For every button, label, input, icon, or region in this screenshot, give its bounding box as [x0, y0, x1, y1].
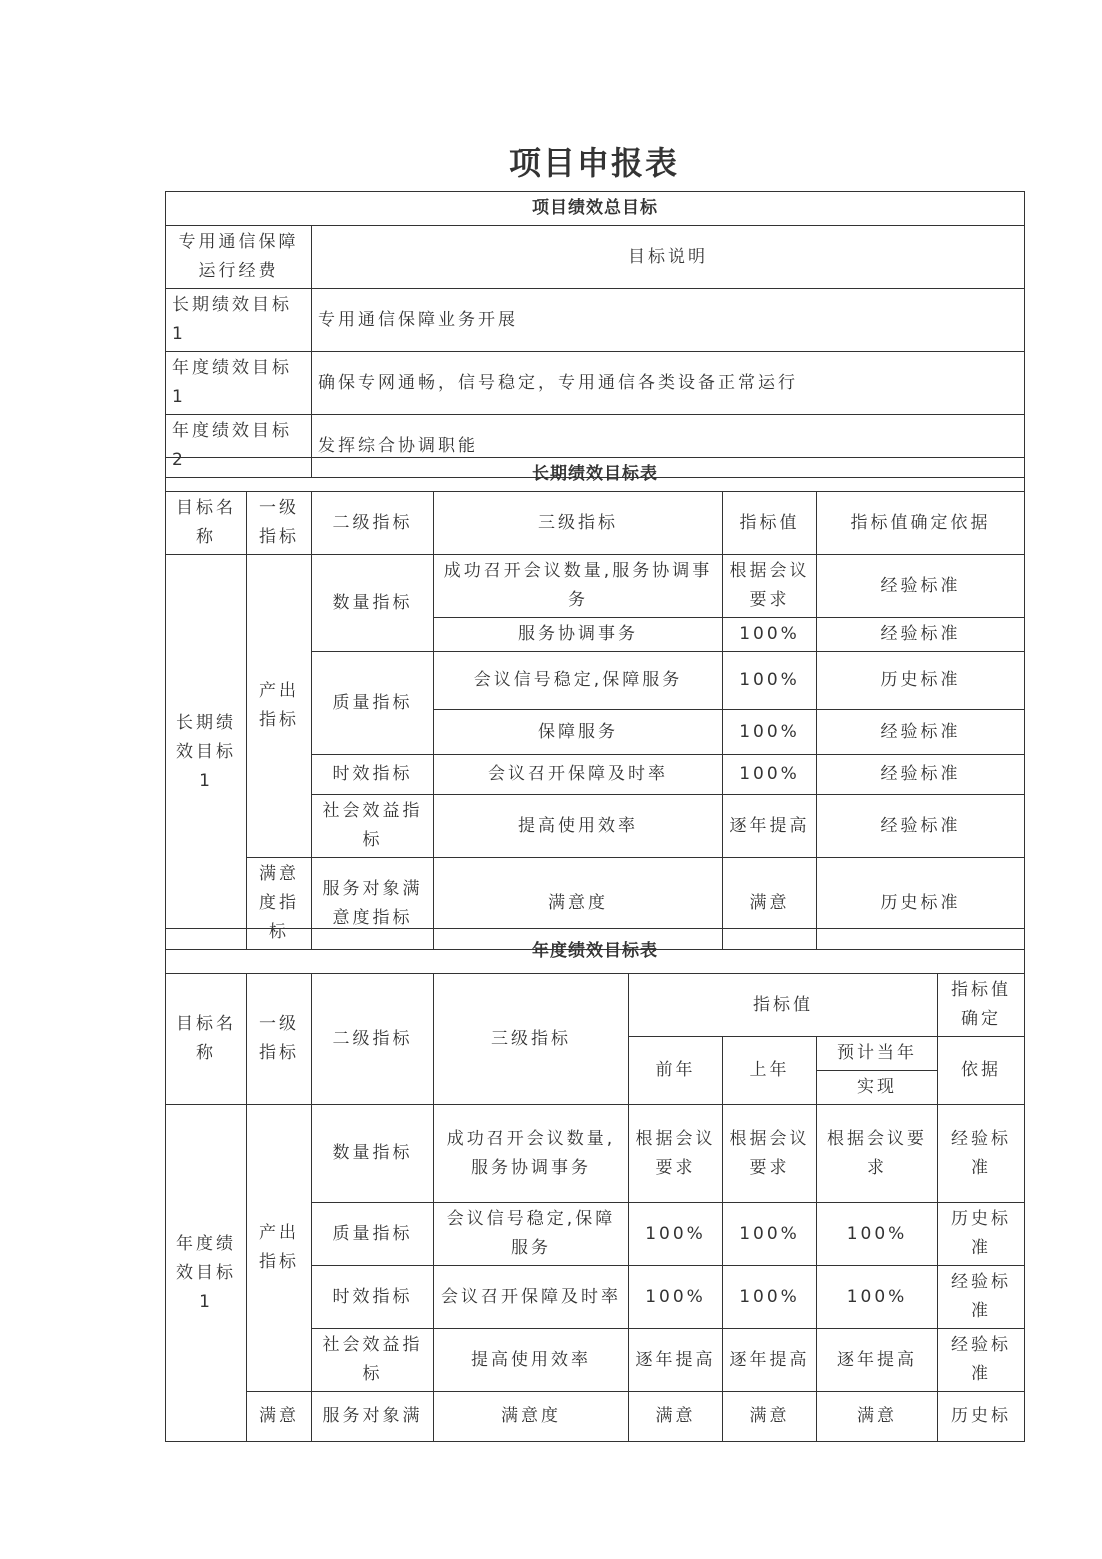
indicator-basis: 经验标准 [817, 795, 1025, 858]
goal-name-cell: 长期绩效目标1 [166, 555, 247, 950]
level3-indicator: 提高使用效率 [434, 1329, 629, 1392]
last-year-value: 根据会议要求 [723, 1105, 817, 1203]
level3-indicator: 保障服务 [434, 710, 723, 755]
level3-indicator: 提高使用效率 [434, 795, 723, 858]
column-header: 一级指标 [247, 974, 312, 1105]
indicator-basis: 历史标 [938, 1392, 1025, 1442]
level3-indicator: 成功召开会议数量,服务协调事务 [434, 555, 723, 618]
indicator-basis: 历史标准 [938, 1203, 1025, 1266]
level3-indicator: 满意度 [434, 1392, 629, 1442]
indicator-basis: 经验标准 [938, 1329, 1025, 1392]
column-header: 指标值 [629, 974, 938, 1037]
goal-value: 确保专网通畅，信号稳定，专用通信各类设备正常运行 [312, 352, 1025, 415]
column-header: 预计当年 [817, 1037, 938, 1071]
prev-year-value: 逐年提高 [629, 1329, 723, 1392]
last-year-value: 逐年提高 [723, 1329, 817, 1392]
indicator-value: 逐年提高 [723, 795, 817, 858]
level1-indicator: 满意 [247, 1392, 312, 1442]
target-description-label: 目标说明 [312, 226, 1025, 289]
column-header: 指标值确定依据 [817, 492, 1025, 555]
column-header: 上年 [723, 1037, 817, 1105]
column-header: 目标名称 [166, 974, 247, 1105]
overall-goal-table [165, 191, 1025, 478]
column-header: 二级指标 [312, 492, 434, 555]
level2-indicator: 质量指标 [312, 652, 434, 755]
annual-header: 年度绩效目标表 [166, 929, 1025, 974]
indicator-basis: 经验标准 [817, 710, 1025, 755]
level1-indicator: 产出指标 [247, 1105, 312, 1392]
prev-year-value: 100% [629, 1203, 723, 1266]
column-header: 目标名称 [166, 492, 247, 555]
last-year-value: 满意 [723, 1392, 817, 1442]
level3-indicator: 满意度 [434, 858, 723, 950]
column-header: 前年 [629, 1037, 723, 1105]
indicator-value: 满意 [723, 858, 817, 950]
level3-indicator: 服务协调事务 [434, 618, 723, 652]
goal-label: 年度绩效目标2 [166, 415, 312, 478]
column-header: 三级指标 [434, 492, 723, 555]
expected-value: 满意 [817, 1392, 938, 1442]
expected-value: 根据会议要求 [817, 1105, 938, 1203]
level3-indicator: 会议信号稳定,保障服务 [434, 652, 723, 710]
goal-value: 发挥综合协调职能 [312, 415, 1025, 478]
expected-value: 100% [817, 1203, 938, 1266]
indicator-value: 100% [723, 618, 817, 652]
goal-name-cell: 年度绩效目标1 [166, 1105, 247, 1442]
level3-indicator: 会议召开保障及时率 [434, 755, 723, 795]
indicator-value: 100% [723, 710, 817, 755]
level2-indicator: 服务对象满 [312, 1392, 434, 1442]
indicator-basis: 经验标准 [817, 555, 1025, 618]
level1-indicator: 满意度指标 [247, 858, 312, 950]
level2-indicator: 时效指标 [312, 1266, 434, 1329]
indicator-basis: 历史标准 [817, 652, 1025, 710]
last-year-value: 100% [723, 1266, 817, 1329]
prev-year-value: 满意 [629, 1392, 723, 1442]
level3-indicator: 成功召开会议数量,服务协调事务 [434, 1105, 629, 1203]
level2-indicator: 服务对象满意度指标 [312, 858, 434, 950]
level2-indicator: 社会效益指标 [312, 1329, 434, 1392]
indicator-basis: 经验标准 [817, 755, 1025, 795]
column-header: 二级指标 [312, 974, 434, 1105]
goal-label: 长期绩效目标1 [166, 289, 312, 352]
column-header: 指标值 [723, 492, 817, 555]
level3-indicator: 会议召开保障及时率 [434, 1266, 629, 1329]
project-name-cell: 专用通信保障运行经费 [166, 226, 312, 289]
expected-value: 逐年提高 [817, 1329, 938, 1392]
level2-indicator: 社会效益指标 [312, 795, 434, 858]
indicator-value: 根据会议要求 [723, 555, 817, 618]
indicator-basis: 经验标准 [938, 1266, 1025, 1329]
long-term-goal-table [165, 457, 1025, 950]
column-header: 依据 [938, 1037, 1025, 1105]
level2-indicator: 质量指标 [312, 1203, 434, 1266]
indicator-value: 100% [723, 652, 817, 710]
column-header: 指标值确定 [938, 974, 1025, 1037]
level3-indicator: 会议信号稳定,保障服务 [434, 1203, 629, 1266]
level2-indicator: 数量指标 [312, 555, 434, 652]
indicator-basis: 历史标准 [817, 858, 1025, 950]
indicator-basis: 经验标准 [817, 618, 1025, 652]
expected-value: 100% [817, 1266, 938, 1329]
annual-goal-table [165, 928, 1025, 1442]
last-year-value: 100% [723, 1203, 817, 1266]
level2-indicator: 数量指标 [312, 1105, 434, 1203]
column-header: 一级指标 [247, 492, 312, 555]
overall-goal-header: 项目绩效总目标 [166, 192, 1025, 226]
column-header: 实现 [817, 1071, 938, 1105]
long-term-header: 长期绩效目标表 [166, 458, 1025, 492]
indicator-basis: 经验标准 [938, 1105, 1025, 1203]
prev-year-value: 根据会议要求 [629, 1105, 723, 1203]
prev-year-value: 100% [629, 1266, 723, 1329]
level2-indicator: 时效指标 [312, 755, 434, 795]
column-header: 三级指标 [434, 974, 629, 1105]
page-title: 项目申报表 [508, 144, 679, 182]
goal-label: 年度绩效目标1 [166, 352, 312, 415]
level1-indicator: 产出指标 [247, 555, 312, 858]
goal-value: 专用通信保障业务开展 [312, 289, 1025, 352]
indicator-value: 100% [723, 755, 817, 795]
